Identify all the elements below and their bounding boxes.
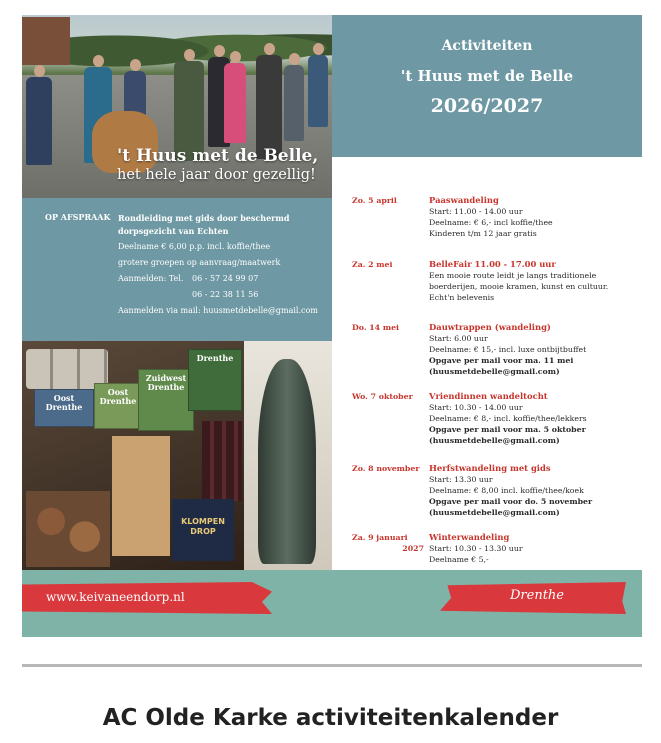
tour-title: Rondleiding met gids door beschermd dorpsgezicht van Echten: [118, 213, 290, 236]
tour-groups: grotere groepen op aanvraag/maatwerk: [118, 258, 281, 267]
event-line-bold: (huusmetdebelle@gmail.com): [429, 436, 560, 445]
caption-line2: het hele jaar door gezellig!: [117, 167, 316, 183]
klompen-drop-box: KLOMPEN DROP: [172, 499, 234, 561]
appointment-label: OP AFSPRAAK: [45, 212, 111, 222]
title-year: 2026/2027: [430, 95, 544, 117]
event-date-line: Zo. 8 november: [352, 464, 420, 473]
event-date: [352, 532, 424, 554]
event-date: [352, 259, 424, 270]
event-date-year: 2027: [402, 544, 424, 553]
event-line: Echt'n belevenis: [429, 293, 495, 302]
book-oost-drenthe-2: Oost Drenthe: [94, 383, 142, 429]
event-date: [352, 391, 424, 402]
event-line: boerderijen, mooie kramen, kunst en cultuur.: [429, 282, 609, 291]
event-name: Paaswandeling: [429, 195, 499, 205]
event-date: [352, 322, 424, 333]
person: [284, 65, 304, 141]
event-line: Deelname: € 8,- incl. koffie/thee/lekkers: [429, 414, 587, 423]
group-walk-photo: [22, 15, 332, 198]
event-date-line: Do. 14 mei: [352, 323, 399, 332]
drenthe-signature: Drenthe: [510, 588, 564, 603]
candy-bags: [26, 491, 110, 567]
event-date: [352, 463, 424, 474]
event-date-line: Zo. 5 april: [352, 196, 397, 205]
olde-snoep-box: [112, 436, 170, 556]
event-line: Start: 11.00 - 14.00 uur: [429, 207, 523, 216]
website-url: www.keivaneendorp.nl: [46, 590, 185, 604]
footer-band: [22, 570, 642, 637]
bronze-statue: [258, 359, 316, 564]
event-line: Een mooie route leidt je langs traditionele: [429, 271, 597, 280]
title-line2: 't Huus met de Belle: [400, 67, 574, 85]
wine-bottles: [202, 421, 242, 501]
title-block: [332, 15, 642, 157]
event-line: Start: 13.30 uur: [429, 475, 493, 484]
event-line-bold: Opgave per mail voor ma. 5 oktober: [429, 425, 586, 434]
caption-line1: 't Huus met de Belle,: [117, 146, 319, 166]
event-body: [429, 322, 639, 377]
person: [26, 77, 52, 165]
event-name: BelleFair 11.00 - 17.00 uur: [429, 259, 556, 269]
phone-1: 06 - 57 24 99 07: [192, 274, 259, 283]
event-line-bold: (huusmetdebelle@gmail.com): [429, 367, 560, 376]
section-divider: [22, 664, 642, 667]
flyer-image: [22, 15, 642, 637]
event-date-line: Za. 2 mei: [352, 260, 393, 269]
event-line-bold: Opgave per mail voor do. 5 november: [429, 497, 593, 506]
event-body: [429, 391, 639, 446]
email-line: Aanmelden via mail: huusmetdebelle@gmail.com: [118, 306, 318, 315]
event-name: Dauwtrappen (wandeling): [429, 322, 551, 332]
person: [224, 63, 246, 143]
person: [256, 55, 282, 159]
event-body: [429, 463, 639, 518]
event-date-line: Za. 9 januari: [352, 533, 408, 542]
event-name: Winterwandeling: [429, 532, 510, 542]
event-body: [429, 259, 639, 303]
event-line: Deelname: € 6,- incl koffie/thee: [429, 218, 553, 227]
phone-2: 06 - 22 38 11 56: [192, 290, 259, 299]
section-heading: AC Olde Karke activiteitenkalender: [102, 705, 559, 731]
event-date-line: Wo. 7 oktober: [352, 392, 413, 401]
title-line1: Activiteiten: [441, 38, 533, 54]
events-list: [332, 157, 642, 570]
event-name: Herfstwandeling met gids: [429, 463, 551, 473]
event-line: Start: 10.30 - 13.30 uur: [429, 544, 523, 553]
appointment-info: [22, 198, 332, 341]
tour-price: Deelname € 6,00 p.p. incl. koffie/thee: [118, 242, 271, 251]
event-line: Start: 10.30 - 14.00 uur: [429, 403, 523, 412]
event-name: Vriendinnen wandeltocht: [429, 391, 548, 401]
house: [22, 17, 70, 65]
event-line-bold: (huusmetdebelle@gmail.com): [429, 508, 560, 517]
event-line: Deelname € 5,-: [429, 555, 489, 564]
event-line: Kinderen t/m 12 jaar gratis: [429, 229, 537, 238]
event-body: [429, 195, 639, 239]
book-drenthe: Drenthe: [188, 349, 242, 411]
book-zuidwest-drenthe: Zuidwest Drenthe: [138, 369, 194, 431]
person: [308, 55, 328, 127]
event-line: Deelname: € 15,- incl. luxe ontbijtbuffet: [429, 345, 587, 354]
event-line: Deelname: € 8,00 incl. koffie/thee/koek: [429, 486, 584, 495]
event-date: [352, 195, 424, 206]
phone-label: Aanmelden: Tel.: [118, 274, 184, 283]
book-oost-drenthe: Oost Drenthe: [34, 389, 94, 427]
event-line-bold: Opgave per mail voor ma. 11 mei: [429, 356, 574, 365]
photo-caption: [117, 146, 327, 183]
products-photo: [22, 341, 332, 570]
event-line: Start: 6.00 uur: [429, 334, 488, 343]
event-body: [429, 532, 639, 565]
